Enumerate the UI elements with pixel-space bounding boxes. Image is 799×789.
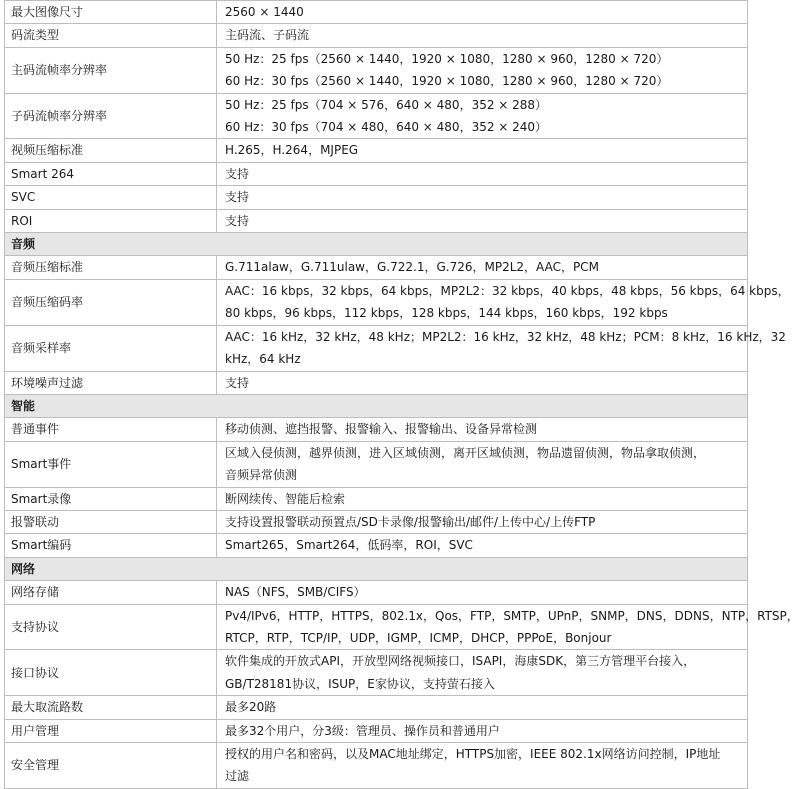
spec-label: 报警联动 [5, 510, 217, 533]
spec-label: Smart录像 [5, 487, 217, 510]
spec-label: 音频压缩码率 [5, 279, 217, 325]
spec-value-line: 断网续传、智能后检索 [225, 491, 346, 506]
spec-row [5, 650, 748, 696]
spec-value [217, 510, 748, 533]
spec-label: 支持协议 [5, 604, 217, 650]
spec-label: Smart编码 [5, 534, 217, 557]
spec-label: 主码流帧率分辨率 [5, 47, 217, 93]
spec-value [217, 650, 748, 696]
spec-value [217, 487, 748, 510]
spec-row [5, 186, 748, 209]
spec-label: 音频压缩标准 [5, 256, 217, 279]
spec-label: 网络存储 [5, 581, 217, 604]
spec-value-line: 过滤 [225, 769, 250, 784]
spec-value-line: 60 Hz：30 fps（704 × 480，640 × 480，352 × 240） [225, 120, 548, 135]
spec-label: 最大取流路数 [5, 696, 217, 719]
spec-value [217, 418, 748, 441]
spec-row [5, 371, 748, 394]
spec-value-line: 音频异常侦测 [225, 468, 298, 483]
section-header [5, 394, 748, 417]
spec-table [4, 0, 799, 789]
spec-value-line: 支持 [225, 190, 250, 205]
spec-label: 码流类型 [5, 24, 217, 47]
spec-value-line: Smart265，Smart264，低码率，ROI，SVC [225, 538, 473, 553]
spec-value [217, 186, 748, 209]
spec-value [217, 441, 748, 487]
spec-row [5, 325, 748, 371]
spec-value [217, 719, 748, 742]
spec-row [5, 256, 748, 279]
spec-value-line: 50 Hz：25 fps（2560 × 1440，1920 × 1080，1280 × 960，1280 × 720） [225, 51, 669, 66]
spec-label: 环境噪声过滤 [5, 371, 217, 394]
spec-value [217, 209, 748, 232]
spec-label: 接口协议 [5, 650, 217, 696]
spec-label: 视频压缩标准 [5, 139, 217, 162]
spec-value [217, 696, 748, 719]
spec-row [5, 418, 748, 441]
spec-value-line: 区域入侵侦测，越界侦测，进入区域侦测，离开区域侦测，物品遗留侦测，物品拿取侦测， [225, 445, 706, 460]
spec-value-line: RTCP，RTP，TCP/IP，UDP，IGMP，ICMP，DHCP，PPPoE，Bonjour [225, 630, 612, 645]
spec-row [5, 24, 748, 47]
spec-value [217, 581, 748, 604]
spec-row [5, 534, 748, 557]
spec-value-line: 60 Hz：30 fps（2560 × 1440，1920 × 1080，1280 × 960，1280 × 720） [225, 74, 669, 89]
spec-value-line: 50 Hz：25 fps（704 × 576，640 × 480，352 × 288） [225, 97, 548, 112]
spec-value-line: 软件集成的开放式API，开放型网络视频接口，ISAPI，海康SDK，第三方管理平台接入， [225, 654, 696, 669]
spec-label: 最大图像尺寸 [5, 1, 217, 24]
spec-value-line: Pv4/IPv6，HTTP，HTTPS，802.1x，Qos，FTP，SMTP，UPnP，SNMP，DNS，DDNS，NTP，RTSP， [225, 608, 799, 623]
spec-value-line: 支持 [225, 213, 250, 228]
spec-row [5, 696, 748, 719]
spec-row [5, 1, 748, 24]
spec-row [5, 581, 748, 604]
spec-value-line: 2560 × 1440 [225, 5, 304, 19]
spec-value [217, 139, 748, 162]
spec-label: Smart 264 [5, 162, 217, 185]
spec-row [5, 719, 748, 742]
spec-row [5, 93, 748, 139]
spec-value [217, 162, 748, 185]
spec-value [217, 279, 790, 325]
spec-value-line: 移动侦测、遮挡报警、报警输入、报警输出、设备异常检测 [225, 422, 538, 437]
spec-value-line: kHz，64 kHz [225, 352, 301, 367]
section-title: 智能 [5, 394, 748, 417]
spec-label: 用户管理 [5, 719, 217, 742]
spec-label: 子码流帧率分辨率 [5, 93, 217, 139]
spec-value [217, 743, 748, 789]
spec-row [5, 510, 748, 533]
section-header [5, 557, 748, 580]
spec-value-line: 支持 [225, 375, 250, 390]
spec-value [217, 534, 748, 557]
section-header [5, 233, 748, 256]
spec-row [5, 47, 748, 93]
spec-label: SVC [5, 186, 217, 209]
spec-value [217, 47, 748, 93]
spec-row [5, 139, 748, 162]
spec-value-line: 80 kbps，96 kbps，112 kbps，128 kbps，144 kbps，160 kbps，192 kbps [225, 306, 668, 321]
spec-label: 安全管理 [5, 743, 217, 789]
spec-value-line: NAS（NFS，SMB/CIFS） [225, 585, 366, 600]
spec-row [5, 743, 748, 789]
spec-row [5, 487, 748, 510]
section-title: 网络 [5, 557, 748, 580]
spec-value-line: 最多20路 [225, 700, 277, 715]
spec-value [217, 604, 799, 650]
spec-value-line: 支持设置报警联动预置点/SD卡录像/报警输出/邮件/上传中心/上传FTP [225, 514, 596, 529]
spec-row [5, 604, 748, 650]
section-title: 音频 [5, 233, 748, 256]
spec-table-body [5, 1, 799, 789]
spec-value-line: G.711alaw，G.711ulaw，G.722.1，G.726，MP2L2，AAC，PCM [225, 260, 599, 275]
spec-row [5, 441, 748, 487]
spec-label: Smart事件 [5, 441, 217, 487]
spec-value-line: GB/T28181协议，ISUP，E家协议，支持萤石接入 [225, 676, 495, 691]
spec-row [5, 162, 748, 185]
spec-row [5, 279, 748, 325]
spec-label: ROI [5, 209, 217, 232]
spec-value [217, 325, 786, 371]
spec-value-line: AAC：16 kHz，32 kHz，48 kHz；MP2L2：16 kHz，32 kHz，48 kHz；PCM：8 kHz，16 kHz，32 [225, 329, 786, 344]
spec-row [5, 209, 748, 232]
spec-value-line: 支持 [225, 166, 250, 181]
spec-value-line: H.265，H.264，MJPEG [225, 143, 359, 158]
spec-value-line: 最多32个用户，分3级：管理员、操作员和普通用户 [225, 723, 500, 738]
spec-value-line: 授权的用户名和密码，以及MAC地址绑定，HTTPS加密，IEEE 802.1x网络访问控制，IP地址 [225, 747, 721, 761]
spec-value [217, 24, 748, 47]
spec-label: 音频采样率 [5, 325, 217, 371]
spec-value [217, 256, 748, 279]
spec-value [217, 371, 748, 394]
spec-value [217, 1, 748, 24]
spec-value [217, 93, 748, 139]
spec-label: 普通事件 [5, 418, 217, 441]
spec-value-line: AAC：16 kbps，32 kbps，64 kbps，MP2L2：32 kbps，40 kbps，48 kbps，56 kbps，64 kbps， [225, 283, 790, 298]
spec-value-line: 主码流、子码流 [225, 28, 310, 43]
